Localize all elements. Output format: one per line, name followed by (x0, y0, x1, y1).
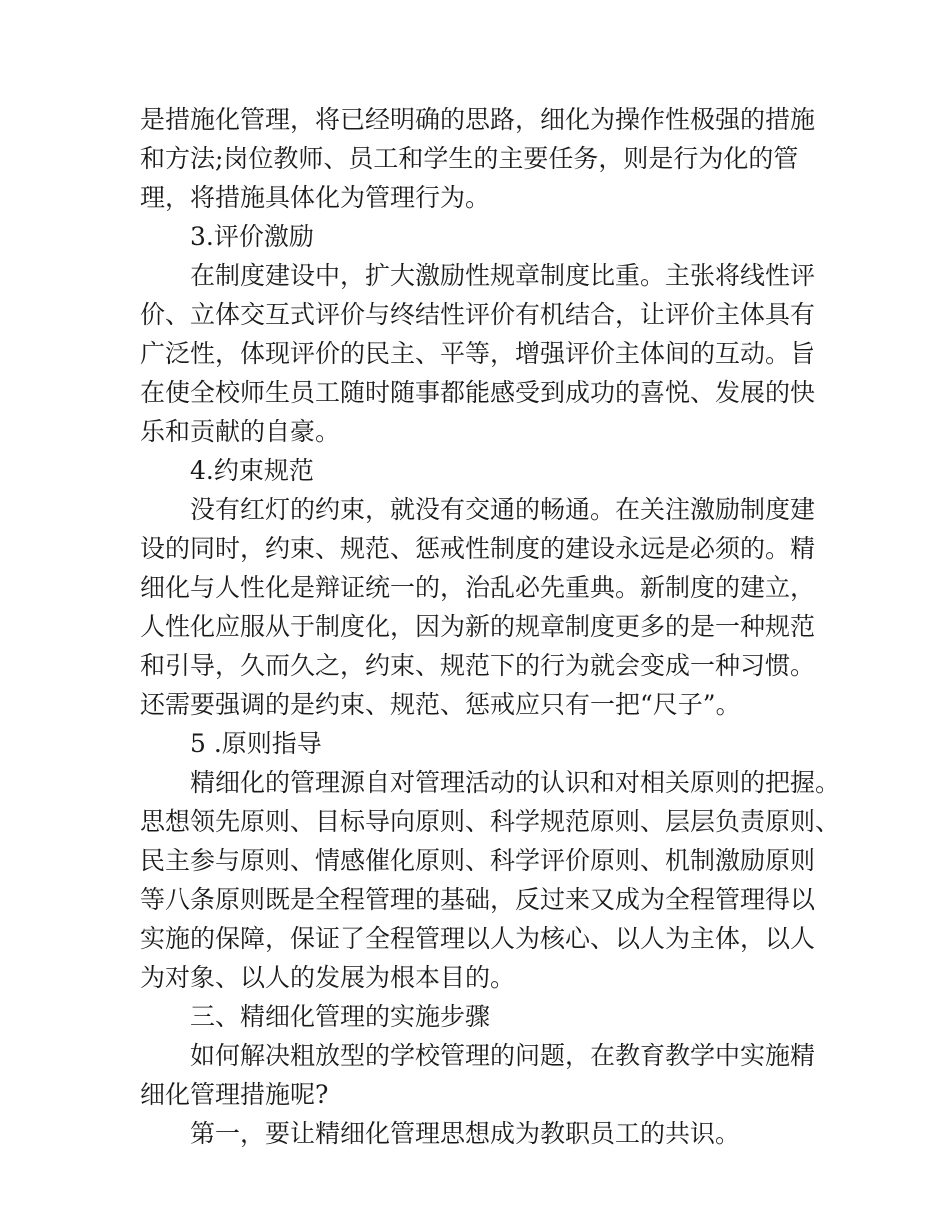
paragraph-line: 在使全校师生员工随时随事都能感受到成功的喜悦、发展的快 (140, 378, 816, 407)
paragraph-line: 和方法;岗位教师、员工和学生的主要任务，则是行为化的管 (140, 144, 799, 173)
document-body (140, 100, 841, 1153)
section-heading: 3.评价激励 (190, 222, 314, 251)
section-heading: 4.约束规范 (190, 456, 314, 485)
section-heading: 5 .原则指导 (190, 729, 322, 758)
paragraph-line: 等八条原则既是全程管理的基础，反过来又成为全程管理得以 (140, 885, 816, 914)
paragraph-line: 思想领先原则、目标导向原则、科学规范原则、层层负责原则、 (140, 807, 841, 836)
paragraph-line: 细化与人性化是辩证统一的，治乱必先重典。新制度的建立， (140, 573, 816, 602)
paragraph-line: 民主参与原则、情感催化原则、科学评价原则、机制激励原则 (140, 846, 816, 875)
section-heading: 三、精细化管理的实施步骤 (190, 1002, 491, 1031)
paragraph-line: 在制度建设中，扩大激励性规章制度比重。主张将线性评 (190, 261, 816, 290)
paragraph-line: 没有红灯的约束，就没有交通的畅通。在关注激励制度建 (190, 495, 816, 524)
paragraph-line: 理，将措施具体化为管理行为。 (140, 183, 491, 212)
paragraph-line: 人性化应服从于制度化，因为新的规章制度更多的是一种规范 (140, 612, 816, 641)
paragraph-line: 乐和贡献的自豪。 (140, 417, 341, 446)
paragraph-line: 广泛性，体现评价的民主、平等，增强评价主体间的互动。旨 (140, 339, 816, 368)
paragraph-line: 还需要强调的是约束、规范、惩戒应只有一把“尺子”。 (140, 690, 741, 719)
paragraph-line: 第一，要让精细化管理思想成为教职员工的共识。 (190, 1119, 741, 1148)
paragraph-line: 是措施化管理，将已经明确的思路，细化为操作性极强的措施 (140, 105, 816, 134)
paragraph-line: 为对象、以人的发展为根本目的。 (140, 963, 516, 992)
paragraph-line: 和引导，久而久之，约束、规范下的行为就会变成一种习惯。 (140, 651, 816, 680)
paragraph-line: 细化管理措施呢? (140, 1080, 329, 1109)
paragraph-line: 精细化的管理源自对管理活动的认识和对相关原则的把握。 (190, 768, 841, 797)
paragraph-line: 设的同时，约束、规范、惩戒性制度的建设永远是必须的。精 (140, 534, 816, 563)
paragraph-line: 实施的保障，保证了全程管理以人为核心、以人为主体，以人 (140, 924, 816, 953)
paragraph-line: 价、立体交互式评价与终结性评价有机结合，让评价主体具有 (140, 300, 816, 329)
paragraph-line: 如何解决粗放型的学校管理的问题，在教育教学中实施精 (190, 1041, 816, 1070)
